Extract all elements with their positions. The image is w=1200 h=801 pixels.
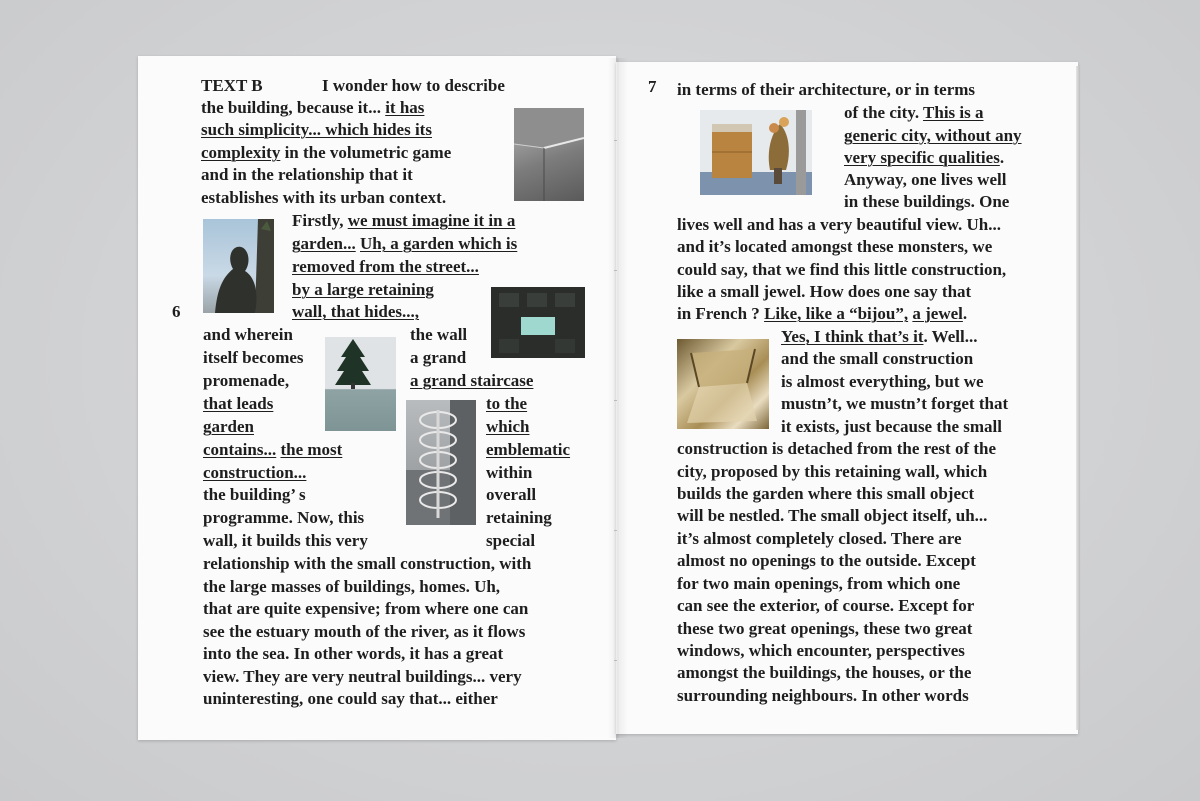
stitch-mark xyxy=(614,140,617,141)
text-line: windows, which encounter, perspectives xyxy=(677,641,965,660)
tree-wall-photo xyxy=(325,337,396,431)
text-line: relationship with the small construction, with xyxy=(203,554,532,573)
text-line: and in the relationship that it xyxy=(201,165,413,184)
text-line: retaining xyxy=(486,508,552,527)
text-line: wall, that hides..., xyxy=(292,302,420,321)
text-line: can see the exterior, of course. Except for xyxy=(677,596,975,615)
text-line: into the sea. In other words, it has a great xyxy=(203,644,504,663)
book-gutter xyxy=(608,58,628,738)
text-line: and it’s located amongst these monsters, we xyxy=(677,237,993,256)
text-line: programme. Now, this xyxy=(203,508,365,527)
text-line: garden xyxy=(203,417,254,436)
text-line: and wherein xyxy=(203,325,293,344)
text-line: that leads xyxy=(203,394,274,413)
text-line: city, proposed by this retaining wall, which xyxy=(677,462,988,481)
stitch-mark xyxy=(614,530,617,531)
text-line: could say, that we find this little construction, xyxy=(677,260,1007,279)
text-line: wall, it builds this very xyxy=(203,531,368,550)
text-line: generic city, without any xyxy=(844,126,1022,145)
text-line: and the small construction xyxy=(781,349,974,368)
text-line: which xyxy=(486,417,530,436)
text-line: promenade, xyxy=(203,371,290,390)
stitch-mark xyxy=(614,270,617,271)
text-line: within xyxy=(486,463,533,482)
text-line: a grand xyxy=(410,348,467,367)
text-line: view. They are very neutral buildings... very xyxy=(203,667,522,686)
page-number-left: 6 xyxy=(172,302,181,321)
cabinet-interior-photo xyxy=(700,110,812,195)
text-line: amongst the buildings, the houses, or the xyxy=(677,663,972,682)
text-line: the building’ s xyxy=(203,485,306,504)
statue-photo xyxy=(203,219,274,313)
text-line: surrounding neighbours. In other words xyxy=(677,686,969,705)
text-line: uninteresting, one could say that... either xyxy=(203,689,498,708)
text-line: see the estuary mouth of the river, as it flows xyxy=(203,622,526,641)
text-line: by a large retaining xyxy=(292,280,434,299)
text-line: garden... Uh, a garden which is xyxy=(292,234,518,253)
interior-corner-photo xyxy=(514,108,584,201)
stitch-mark xyxy=(614,660,617,661)
text-line: I wonder how to describe xyxy=(322,76,505,95)
text-line: that are quite expensive; from where one can xyxy=(203,599,529,618)
text-line: Anyway, one lives well xyxy=(844,170,1007,189)
text-line: Yes, I think that’s it. Well... xyxy=(781,327,978,346)
gold-corner-photo xyxy=(677,339,769,429)
text-line: Firstly, we must imagine it in a xyxy=(292,211,516,230)
text-line: it exists, just because the small xyxy=(781,417,1002,436)
text-line: contains... the most xyxy=(203,440,343,459)
text-line: emblematic xyxy=(486,440,571,459)
text-line: itself becomes xyxy=(203,348,304,367)
text-line: the building, because it... it has xyxy=(201,98,425,117)
text-line: overall xyxy=(486,485,537,504)
text-line: to the xyxy=(486,394,528,413)
page-edge xyxy=(1076,66,1080,730)
text-line: lives well and has a very beautiful view. Uh... xyxy=(677,215,1001,234)
text-line: in French ? Like, like a “bijou”, a jewel. xyxy=(677,304,968,323)
text-heading: TEXT B xyxy=(201,76,263,95)
facade-night-photo xyxy=(491,287,585,358)
text-line: very specific qualities. xyxy=(844,148,1005,167)
text-line: for two main openings, from which one xyxy=(677,574,961,593)
text-line: like a small jewel. How does one say that xyxy=(677,282,972,301)
text-line: a grand staircase xyxy=(410,371,534,390)
text-line: it’s almost completely closed. There are xyxy=(677,529,962,548)
text-line: the large masses of buildings, homes. Uh, xyxy=(203,577,501,596)
text-line: is almost everything, but we xyxy=(781,372,984,391)
text-line: in terms of their architecture, or in terms xyxy=(677,80,976,99)
text-line: will be nestled. The small object itself, uh... xyxy=(677,506,988,525)
text-line: establishes with its urban context. xyxy=(201,188,447,207)
text-line: builds the garden where this small object xyxy=(677,484,975,503)
text-line: of the city. This is a xyxy=(844,103,984,122)
text-line: construction is detached from the rest of the xyxy=(677,439,997,458)
text-line: special xyxy=(486,531,536,550)
spiral-staircase-photo xyxy=(406,400,476,525)
stitch-mark xyxy=(614,400,617,401)
text-line: the wall xyxy=(410,325,468,344)
text-line: mustn’t, we mustn’t forget that xyxy=(781,394,1009,413)
text-line: such simplicity... which hides its xyxy=(201,120,432,139)
text-line: construction... xyxy=(203,463,307,482)
text-line: these two great openings, these two great xyxy=(677,619,973,638)
text-line: removed from the street... xyxy=(292,257,479,276)
text-line: complexity in the volumetric game xyxy=(201,143,452,162)
text-line: in these buildings. One xyxy=(844,192,1010,211)
page-number-right: 7 xyxy=(648,77,657,96)
text-line: almost no openings to the outside. Except xyxy=(677,551,976,570)
